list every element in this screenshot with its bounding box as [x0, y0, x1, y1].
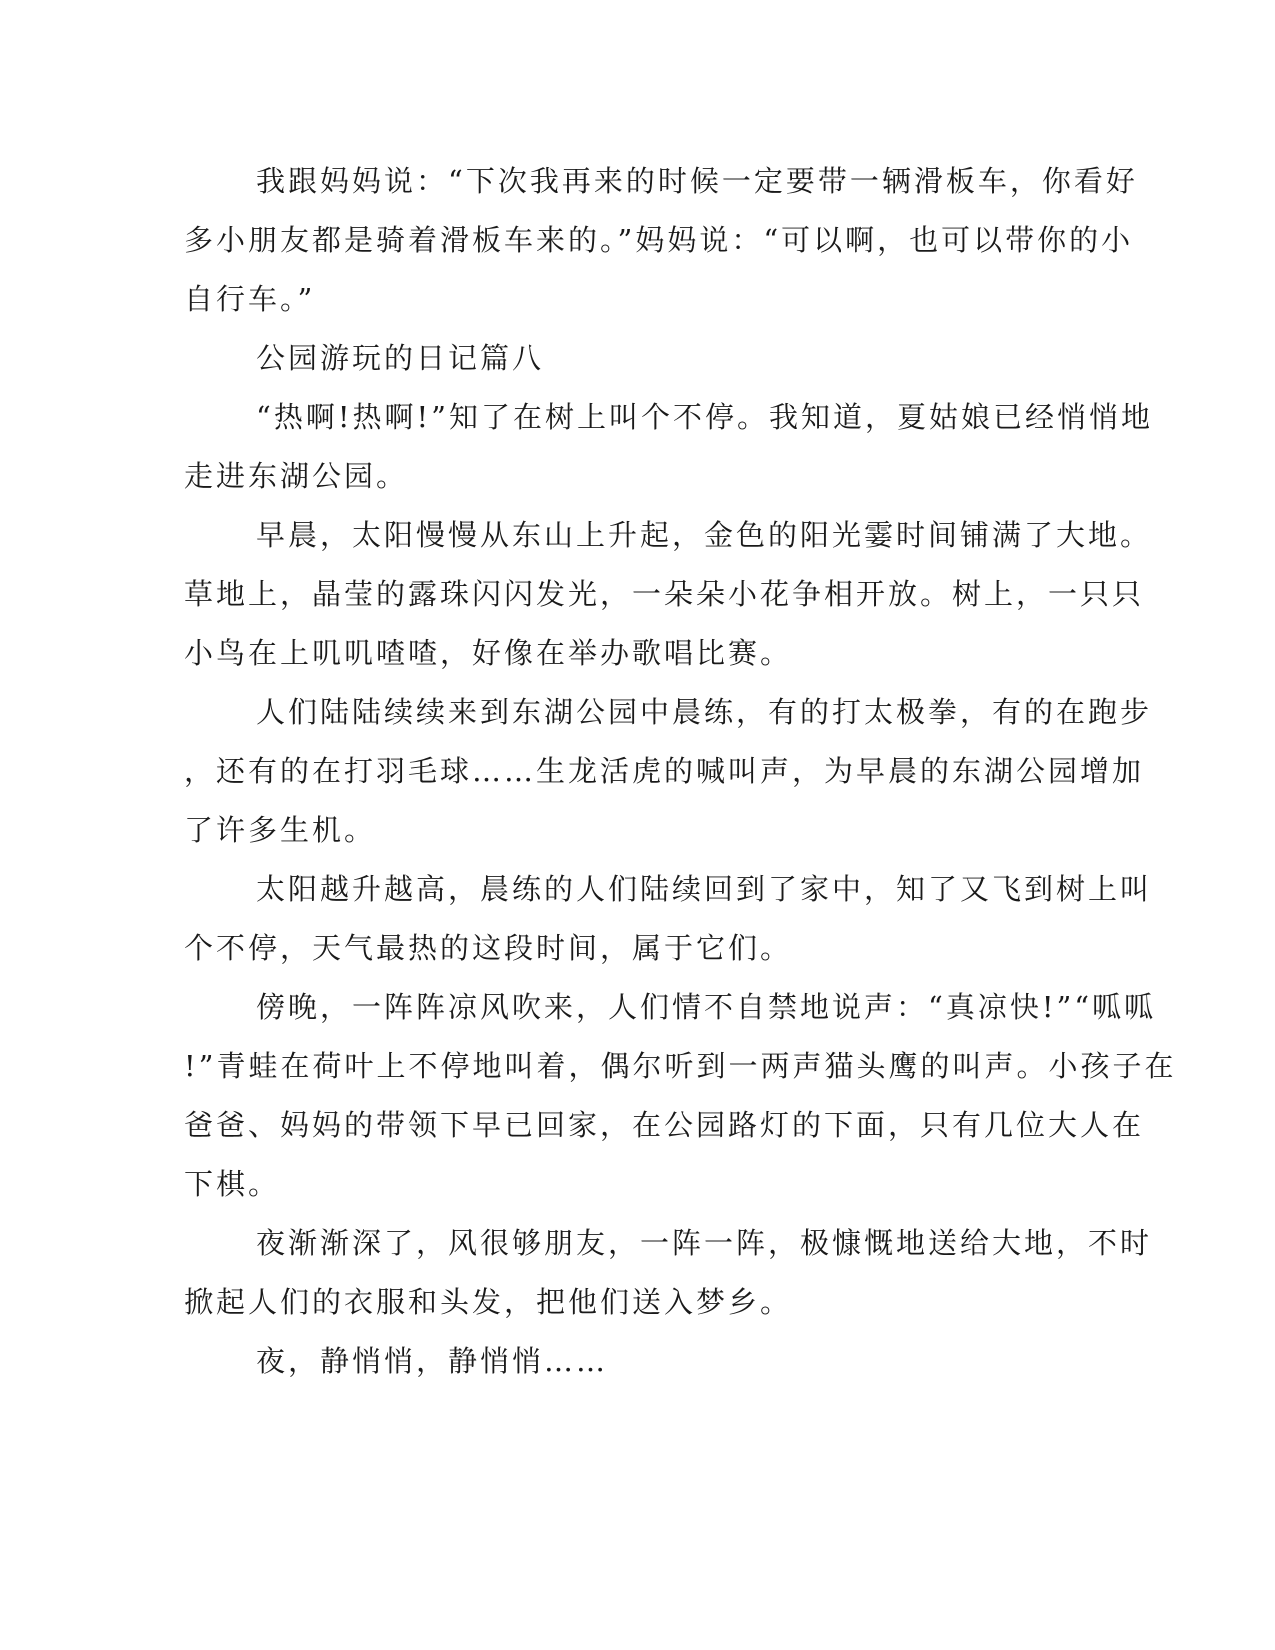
text-line: 爸爸、妈妈的带领下早已回家，在公园路灯的下面，只有几位大人在 [184, 1108, 1145, 1142]
paragraph [184, 1214, 1153, 1332]
text-line: 夜渐渐深了，风很够朋友，一阵一阵，极慷慨地送给大地，不时 [256, 1226, 1153, 1260]
text-line: 小鸟在上叽叽喳喳，好像在举办歌唱比赛。 [184, 636, 793, 670]
paragraph [184, 506, 1153, 683]
paragraph [184, 860, 1153, 978]
paragraph [184, 1332, 1084, 1391]
paragraph [184, 683, 1153, 860]
text-line: “热啊!热啊!”知了在树上叫个不停。我知道，夏姑娘已经悄悄地 [256, 400, 1153, 434]
paragraph [184, 978, 1177, 1214]
document-page [184, 152, 1177, 1391]
text-line: 掀起人们的衣服和头发，把他们送入梦乡。 [184, 1285, 793, 1319]
text-line: 人们陆陆续续来到东湖公园中晨练，有的打太极拳，有的在跑步 [256, 695, 1153, 729]
text-line: 早晨，太阳慢慢从东山上升起，金色的阳光霎时间铺满了大地。 [256, 518, 1153, 552]
text-line: 太阳越升越高，晨练的人们陆续回到了家中，知了又飞到树上叫 [256, 872, 1153, 906]
text-line: 下棋。 [184, 1167, 281, 1201]
text-line: 自行车。” [184, 282, 316, 316]
text-line: 走进东湖公园。 [184, 459, 409, 493]
text-line: 我跟妈妈说：“下次我再来的时候一定要带一辆滑板车，你看好 [256, 164, 1138, 198]
paragraph-intro [184, 152, 1138, 329]
text-line: ，还有的在打羽毛球……生龙活虎的喊叫声，为早晨的东湖公园增加 [184, 754, 1145, 788]
text-line: 草地上，晶莹的露珠闪闪发光，一朵朵小花争相开放。树上，一只只 [184, 577, 1145, 611]
text-line: !”青蛙在荷叶上不停地叫着，偶尔听到一两声猫头鹰的叫声。小孩子在 [184, 1049, 1177, 1083]
text-line: 多小朋友都是骑着滑板车来的。”妈妈说：“可以啊，也可以带你的小 [184, 223, 1134, 257]
text-line: 傍晚，一阵阵凉风吹来，人们情不自禁地说声：“真凉快!”“呱呱 [256, 990, 1157, 1024]
text-line: 夜，静悄悄，静悄悄…… [256, 1344, 609, 1378]
paragraph [184, 388, 1153, 506]
text-line: 了许多生机。 [184, 813, 377, 847]
text-line: 个不停，天气最热的这段时间，属于它们。 [184, 931, 793, 965]
section-title: 公园游玩的日记篇八 [256, 341, 545, 375]
